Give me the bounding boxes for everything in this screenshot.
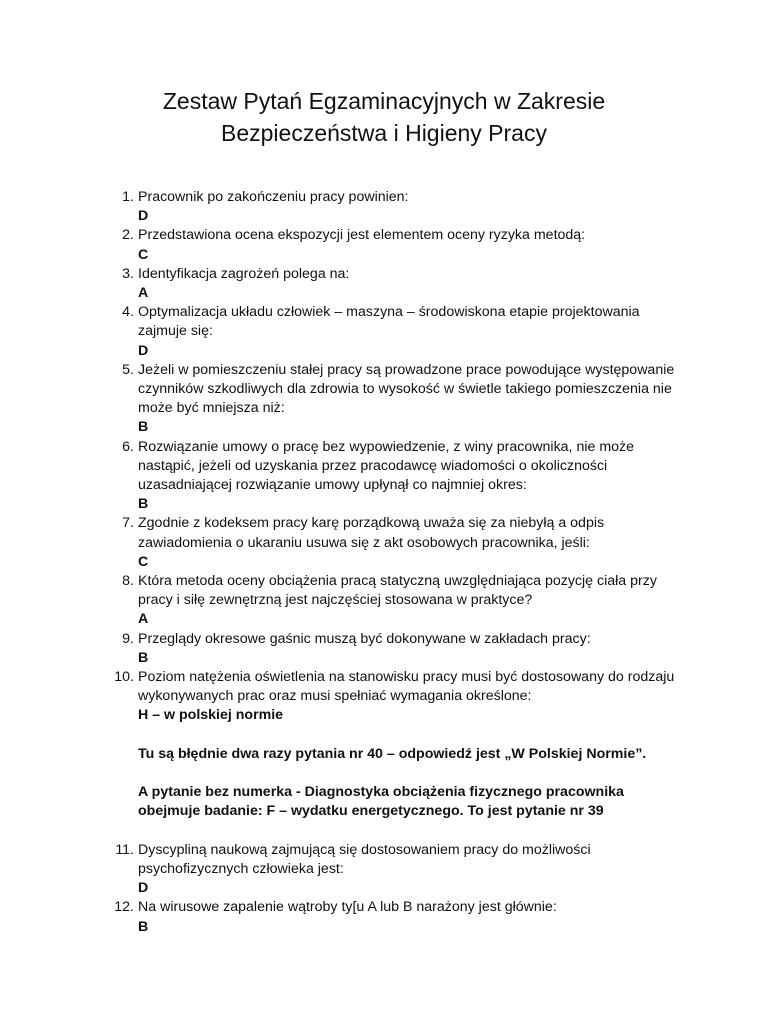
question-number: 2. xyxy=(122,227,134,244)
question-item xyxy=(0,841,678,899)
spacer xyxy=(0,726,768,745)
question-item xyxy=(0,361,678,438)
spacer xyxy=(0,764,768,783)
question-text: Która metoda oceny obciążenia pracą statyczną uwzględniająca pozycję ciała przy pracy i siłę zewnętrzną jest najczęściej stosowana w praktyce? xyxy=(138,573,657,609)
question-text: Poziom natężenia oświetlenia na stanowisku pracy musi być dostosowany do rodzaju wykonywanych prac oraz musi spełniać wymagania określone: xyxy=(138,669,675,705)
question-number: 10. xyxy=(114,669,134,686)
question-text: Dyscypliną naukową zajmującą się dostosowaniem pracy do możliwości psychofizycznych człowieka jest: xyxy=(138,841,591,878)
question-item xyxy=(0,303,678,361)
question-text: Przeglądy okresowe gaśnic muszą być dokonywane w zakładach pracy: xyxy=(138,630,591,647)
question-item xyxy=(0,226,678,264)
question-number: 11. xyxy=(115,841,134,858)
question-answer: D xyxy=(138,342,149,359)
note-unnumbered-question: A pytanie bez numerka - Diagnostyka obciążenia fizycznego pracownika obejmuje badanie: F – wydatku energetycznego. To jest pytanie nr 39 xyxy=(138,784,624,820)
question-answer: H – w polskiej normie xyxy=(138,707,284,724)
question-text: Pracownik po zakończeniu pracy powinien: xyxy=(138,189,409,205)
question-item xyxy=(0,188,678,226)
question-number: 12. xyxy=(114,899,134,916)
note-duplicate-question: Tu są błędnie dwa razy pytania nr 40 – odpowiedź jest „W Polskiej Normie”. xyxy=(138,745,647,762)
question-number: 3. xyxy=(122,265,134,282)
title-line-2: Bezpieczeństwa i Higieny Pracy xyxy=(221,120,547,146)
question-item xyxy=(0,438,678,515)
question-text: Na wirusowe zapalenie wątroby ty[u A lub B narażony jest głównie: xyxy=(138,899,557,916)
question-answer: D xyxy=(138,208,149,225)
question-number: 8. xyxy=(122,573,134,590)
question-number: 5. xyxy=(122,361,134,378)
question-answer: B xyxy=(138,496,149,513)
question-number: 9. xyxy=(122,630,134,647)
question-list xyxy=(0,188,768,937)
question-number: 1. xyxy=(122,189,134,205)
question-text: Optymalizacja układu człowiek – maszyna – środowiskona etapie projektowania zajmuje się: xyxy=(138,304,640,340)
title-line-1: Zestaw Pytań Egzaminacyjnych w Zakresie xyxy=(162,88,606,114)
question-item xyxy=(0,630,678,668)
question-item xyxy=(0,265,678,303)
question-answer: B xyxy=(138,419,149,436)
question-answer: B xyxy=(138,649,149,666)
question-text: Identyfikacja zagrożeń polega na: xyxy=(138,265,350,282)
question-number: 6. xyxy=(122,438,134,455)
question-text: Zgodnie z kodeksem pracy karę porządkową uważa się za niebyłą a odpis zawiadomienia o ukaraniu usuwa się z akt osobowych pracownika, jeśli: xyxy=(138,515,605,551)
question-text: Rozwiązanie umowy o pracę bez wypowiedzenie, z winy pracownika, nie może nastąpić, jeżeli od uzyskania przez pracodawcę wiadomości o okoliczności uzasadniającej rozwiązanie umowy upłynął co najmniej okres: xyxy=(138,438,635,494)
question-item xyxy=(0,668,678,726)
question-number: 4. xyxy=(122,304,134,321)
document-title xyxy=(0,85,768,149)
question-number: 7. xyxy=(122,515,134,532)
question-answer: A xyxy=(138,285,149,302)
question-answer: C xyxy=(138,553,149,570)
question-item xyxy=(0,898,678,936)
spacer xyxy=(0,822,768,841)
question-text: Jeżeli w pomieszczeniu stałej pracy są prowadzone prace powodujące występowanie czynników szkodliwych dla zdrowia to wysokość w świetle takiego pomieszczenia nie może być mniejsza niż: xyxy=(138,361,675,417)
question-answer: A xyxy=(138,611,149,628)
question-answer: B xyxy=(138,918,149,935)
question-answer: C xyxy=(138,246,149,263)
question-answer: D xyxy=(138,880,149,897)
question-item xyxy=(0,572,678,630)
question-item xyxy=(0,514,678,572)
question-text: Przedstawiona ocena ekspozycji jest elementem oceny ryzyka metodą: xyxy=(138,227,586,244)
